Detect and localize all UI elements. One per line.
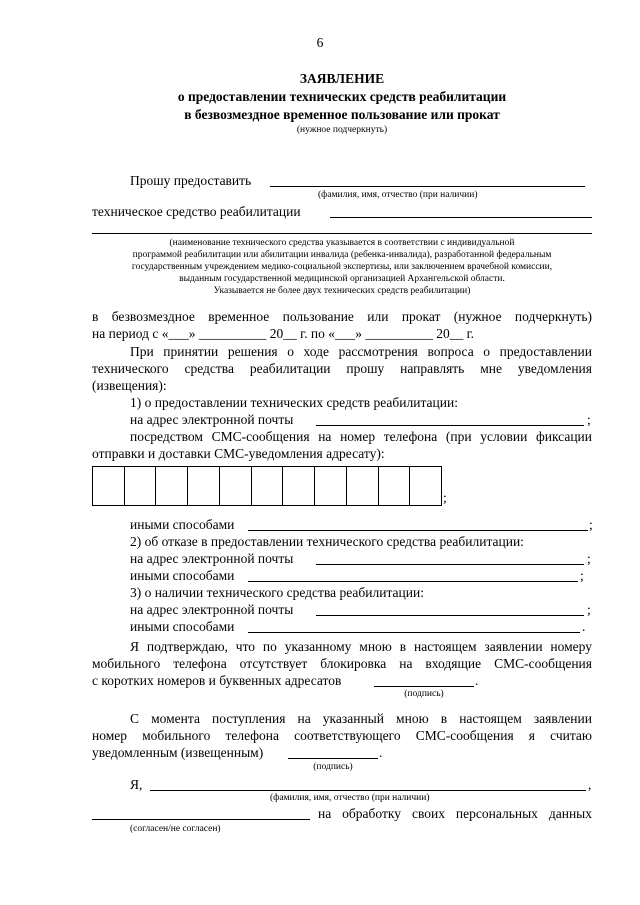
title-note: (нужное подчеркнуть): [296, 125, 388, 135]
receipt-line-2: номер мобильного телефона соответствующего СМС-сообщения я считаю: [92, 728, 592, 743]
receipt-line-3: уведомленным (извещенным): [92, 745, 264, 760]
phone-digit-cell[interactable]: [188, 467, 220, 505]
consent-text: на обработку своих персональных данных: [318, 806, 592, 821]
s3-email-label: на адрес электронной почты: [130, 602, 294, 617]
request-prefix: Прошу предоставить: [130, 173, 252, 188]
notify-paragraph-1: При принятии решения о ходе рассмотрения вопроса о предоставлении: [130, 344, 592, 359]
receipt-period: .: [379, 745, 383, 760]
phone-digit-cell[interactable]: [156, 467, 188, 505]
phone-digit-cell[interactable]: [93, 467, 125, 505]
consent-comma: ,: [588, 777, 592, 792]
consent-choice-input[interactable]: [92, 819, 310, 820]
s1-other-label: иными способами: [130, 517, 235, 532]
s3-other-period: .: [582, 619, 586, 634]
s2-other-input[interactable]: [248, 581, 578, 582]
notify-paragraph-3: (извещения):: [92, 378, 167, 393]
confirm-line-3: с коротких номеров и буквенных адресатов: [92, 673, 342, 688]
sms-line-1: посредством СМС-сообщения на номер телефона (при условии фиксации: [130, 429, 592, 444]
phone-digit-cell[interactable]: [410, 467, 441, 505]
phone-number-cells[interactable]: [92, 466, 442, 506]
receipt-signature-hint: (подпись): [313, 762, 353, 772]
s2-email-input[interactable]: [316, 564, 584, 565]
period-line: на период с «___» __________ 20__ г. по «___» __________ 20__ г.: [92, 326, 475, 341]
s1-email-semicolon: ;: [587, 412, 591, 427]
phone-digit-cell[interactable]: [315, 467, 347, 505]
s3-other-input[interactable]: [248, 632, 580, 633]
tsr-note-4: выданным государственной медицинской организацией Архангельской области.: [179, 274, 505, 284]
s1-email-input[interactable]: [316, 425, 584, 426]
s1-other-semicolon: ;: [589, 517, 593, 532]
phone-digit-cell[interactable]: [379, 467, 411, 505]
receipt-line-1: С момента поступления на указанный мною в настоящем заявлении: [130, 711, 592, 726]
sms-line-2: отправки и доставки СМС-уведомления адресату):: [92, 446, 385, 461]
s1-other-input[interactable]: [248, 530, 588, 531]
phone-digit-cell[interactable]: [252, 467, 284, 505]
tsr-note-1: (наименование технического средства указывается в соответствии с индивидуальной: [169, 238, 515, 248]
s2-other-semicolon: ;: [580, 568, 584, 583]
notify-paragraph-2: технического средства реабилитации прошу направлять мне уведомления: [92, 361, 592, 376]
title-line-3: в безвозмездное временное пользование или прокат: [184, 107, 500, 122]
s2-other-label: иными способами: [130, 568, 235, 583]
tsr-note-3: государственным учреждением медико-социальной экспертизы, или заключением врачебной комиссии,: [131, 262, 553, 272]
consent-fio-hint: (фамилия, имя, отчество (при наличии): [270, 793, 430, 803]
title-line-2: о предоставлении технических средств реабилитации: [177, 89, 507, 104]
s1-email-label: на адрес электронной почты: [130, 412, 294, 427]
s3-other-label: иными способами: [130, 619, 235, 634]
section-3-title: 3) о наличии технического средства реабилитации:: [130, 585, 424, 600]
fio-input-line[interactable]: [270, 186, 585, 187]
phone-semicolon: ;: [443, 490, 447, 505]
consent-i-prefix: Я,: [130, 777, 143, 792]
phone-digit-cell[interactable]: [283, 467, 315, 505]
confirm-signature-hint: (подпись): [404, 689, 444, 699]
confirm-line-2: мобильного телефона отсутствует блокировка на входящие СМС-сообщения: [92, 656, 592, 671]
tsr-input-line[interactable]: [330, 217, 592, 218]
phone-digit-cell[interactable]: [220, 467, 252, 505]
consent-fio-input[interactable]: [150, 790, 586, 791]
tsr-note-5: Указывается не более двух технических средств реабилитации): [213, 286, 471, 296]
usage-line: в безвозмездное временное пользование или прокат (нужное подчеркнуть): [92, 309, 592, 324]
s2-email-semicolon: ;: [587, 551, 591, 566]
receipt-signature-input[interactable]: [288, 758, 378, 759]
s2-email-label: на адрес электронной почты: [130, 551, 294, 566]
section-2-title: 2) об отказе в предоставлении технического средства реабилитации:: [130, 534, 524, 549]
consent-hint: (согласен/не согласен): [130, 824, 221, 834]
document-title: ЗАЯВЛЕНИЕ: [299, 71, 385, 86]
tsr-note-2: программой реабилитации или абилитации инвалида (ребенка-инвалида), разработанной федеральным: [132, 250, 552, 260]
confirm-line-1: Я подтверждаю, что по указанному мною в настоящем заявлении номеру: [130, 639, 592, 654]
s3-email-input[interactable]: [316, 615, 584, 616]
confirm-period: .: [475, 673, 479, 688]
page-number: 6: [316, 35, 324, 50]
fio-hint: (фамилия, имя, отчество (при наличии): [318, 190, 478, 200]
tsr-input-line-2[interactable]: [92, 233, 592, 234]
phone-digit-cell[interactable]: [347, 467, 379, 505]
tsr-prefix: техническое средство реабилитации: [92, 204, 301, 219]
s3-email-semicolon: ;: [587, 602, 591, 617]
section-1-title: 1) о предоставлении технических средств реабилитации:: [130, 395, 458, 410]
phone-digit-cell[interactable]: [125, 467, 157, 505]
confirm-signature-input[interactable]: [374, 686, 474, 687]
